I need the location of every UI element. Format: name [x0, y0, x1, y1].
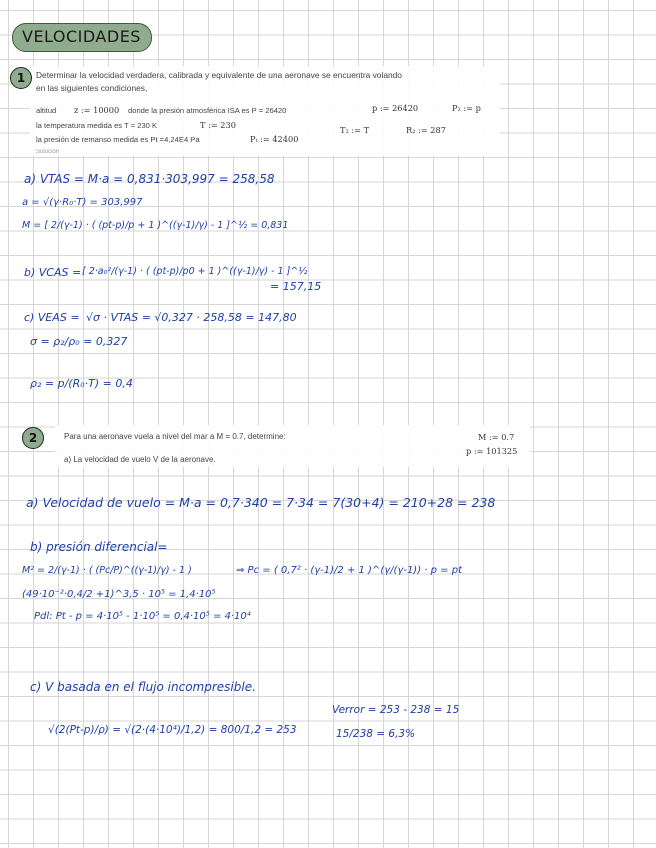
p2-b-calculation: (49·10⁻²·0,4/2 +1)^3,5 · 10⁵ = 1,4·10⁵ — [22, 589, 216, 600]
p2-c-expression: √(2(Pt-p)/ρ) = √(2·(4·10⁴)/1,2) = 800/1,2 = 253 — [48, 724, 297, 736]
problem2-sub-a: a) La velocidad de vuelo V de la aeronave. — [64, 455, 216, 464]
problem1-statement-line2: en las siguientes condiciones, — [36, 83, 148, 93]
p1-c-label: c) VEAS = — [24, 311, 80, 324]
problem1-number: 1 — [10, 67, 32, 89]
condition-pressure-text: donde la presión atmosférica ISA es P = 26420 — [128, 106, 287, 115]
p1-b-expression: [ 2·a₀²/(γ-1) · ( (pt-p)/p0 + 1 )^((γ-1)/γ) - 1 ]^½ — [82, 266, 308, 277]
condition-pz-var: P₂ := p — [452, 103, 481, 113]
condition-p-var: p := 26420 — [372, 103, 419, 113]
condition-stagnation-text: la presión de remanso medida es Pt =4,24E4 Pa — [36, 135, 200, 144]
condition-Tz-var: T₂ := T — [340, 125, 370, 135]
p1-a-mach: M = [ 2/(γ-1) · ( (pt-p)/p + 1 )^((γ-1)/γ) - 1 ]^½ = 0,831 — [22, 220, 289, 231]
problem2-number: 2 — [22, 427, 44, 449]
p2-c-heading: c) V basada en el flujo incompresible. — [30, 680, 256, 694]
p1-a-sound-speed: a = √(γ·R₀·T) = 303,997 — [22, 197, 143, 208]
solution-cut-label: Solución — [36, 149, 60, 154]
p2-b-heading: b) presión diferencial= — [30, 540, 168, 554]
p1-c-sigma: σ = ρ₂/ρ₀ = 0,327 — [30, 335, 128, 348]
p1-c-density: ρ₂ = p/(R₀·T) = 0,4 — [30, 377, 133, 390]
p2-b-difference: Pdl: Pt - p = 4·10⁵ - 1·10⁵ = 0,4·10⁵ = 4·10⁴ — [34, 611, 251, 622]
p1-b-result: = 157,15 — [270, 280, 322, 293]
problem2-var-p: p := 101325 — [466, 446, 518, 456]
problem1-statement-line1: Determinar la velocidad verdadera, calibrada y equivalente de una aeronave se encuentra volando — [36, 70, 402, 80]
problem2-var-M: M := 0.7 — [478, 432, 515, 442]
condition-T-var: T := 230 — [200, 120, 236, 130]
p2-b-mach-relation: M² = 2/(γ-1) · ( (Pc/P)^((γ-1)/γ) - 1 ) — [22, 565, 192, 576]
condition-temperature-text: la temperatura medida es T = 230 K — [36, 121, 158, 130]
p2-c-error: Verror = 253 - 238 = 15 — [332, 704, 460, 716]
problem2-statement: Para una aeronave vuela a nivel del mar a M = 0.7, determine: — [64, 432, 286, 441]
p2-c-error-percent: 15/238 = 6,3% — [336, 728, 416, 740]
condition-altitude-label: altitud — [36, 106, 57, 115]
condition-altitude-var: z := 10000 — [74, 105, 120, 115]
page-title: VELOCIDADES — [22, 27, 141, 46]
p1-a-vtas: a) VTAS = M·a = 0,831·303,997 = 258,58 — [24, 172, 275, 186]
p1-b-label: b) VCAS = — [24, 266, 82, 279]
p2-a-velocity: a) Velocidad de vuelo = M·a = 0,7·340 = 7·34 = 7(30+4) = 210+28 = 238 — [26, 495, 496, 510]
p2-b-pc-expression: ⇒ Pc = ( 0,7² · (γ-1)/2 + 1 )^(γ/(γ-1)) · p = pt — [236, 565, 463, 576]
p1-c-expression: √σ · VTAS = √0,327 · 258,58 = 147,80 — [86, 311, 297, 324]
condition-Rg-var: R₂ := 287 — [406, 125, 446, 135]
condition-Pt-var: Pₜ := 42400 — [250, 134, 299, 144]
